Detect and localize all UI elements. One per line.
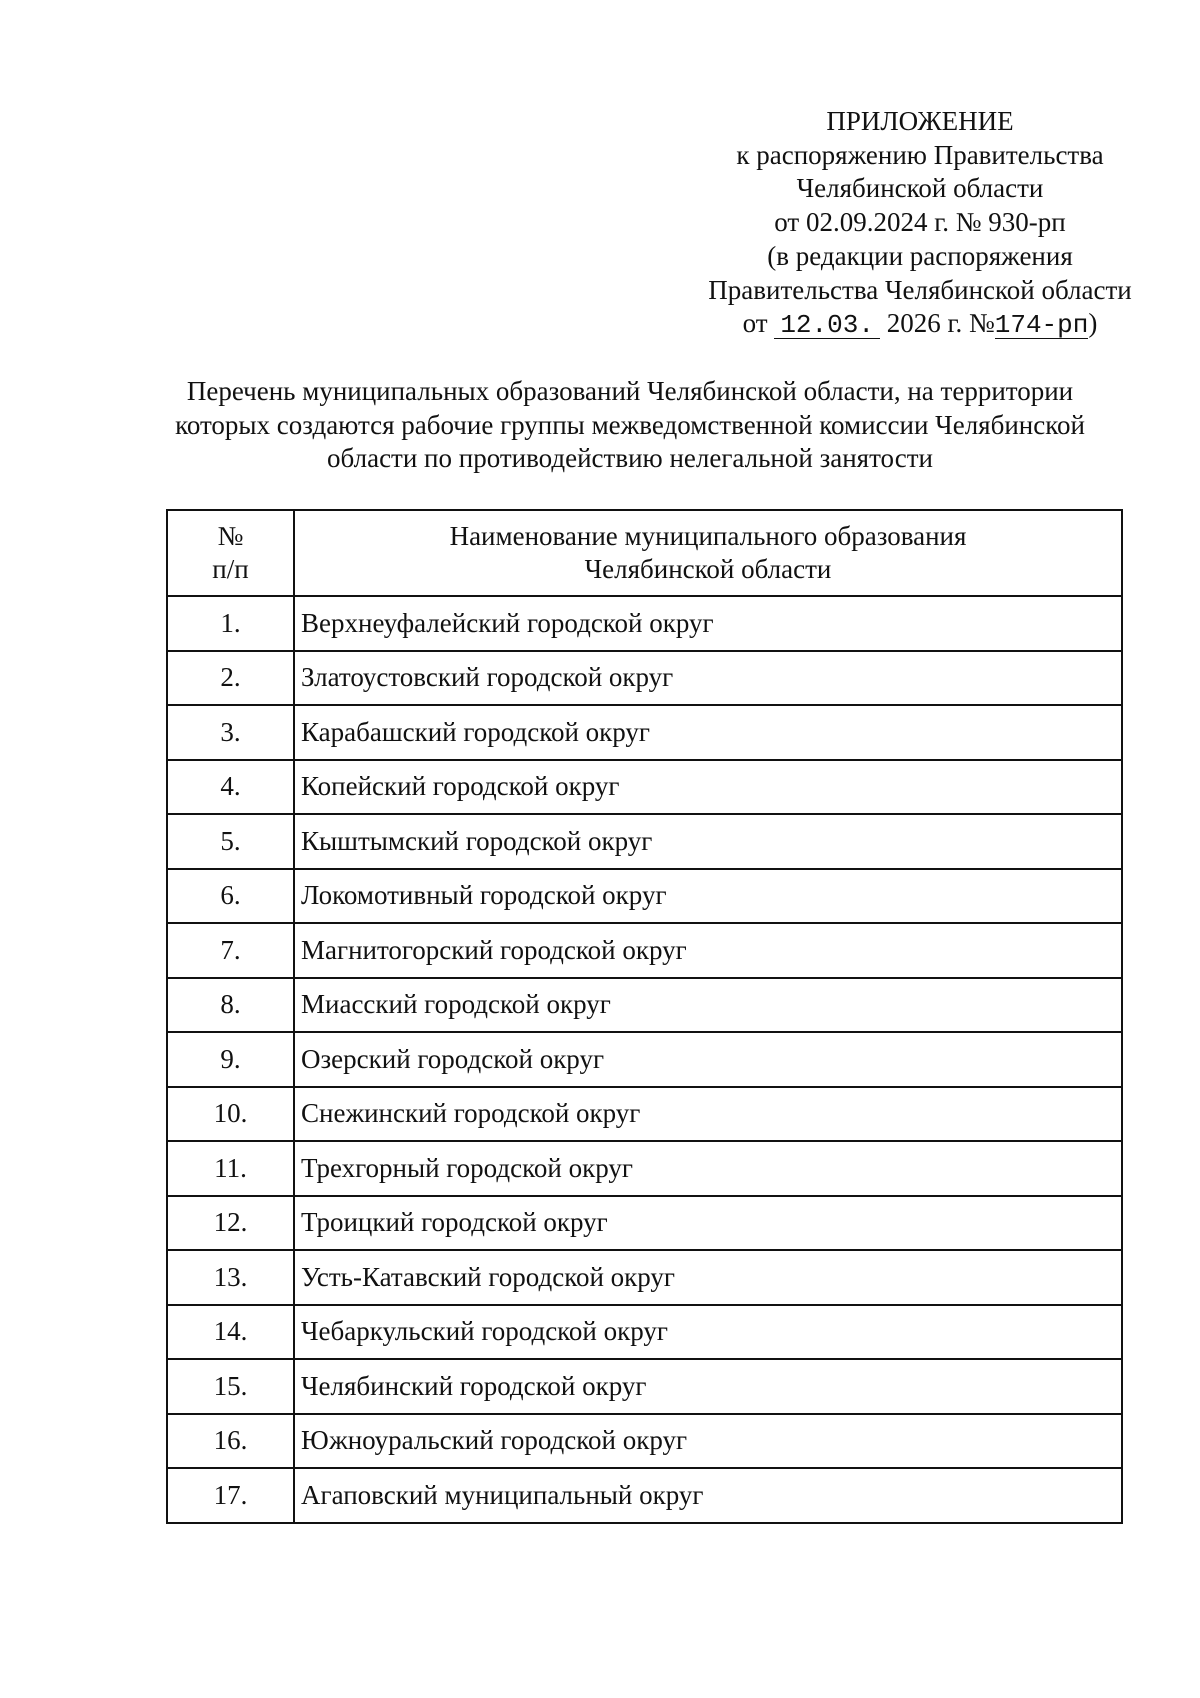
list-title-line-2: которых создаются рабочие группы межведомственной комиссии Челябинской [175,409,1085,440]
table-row [167,760,1122,815]
row-municipality-name: Снежинский городской округ [294,1087,1122,1142]
appendix-line-3: от 02.09.2024 г. № 930-рп [774,207,1066,238]
row-number: 17. [167,1468,294,1523]
table-row [167,978,1122,1033]
date-prefix: от [742,308,768,339]
row-municipality-name: Златоустовский городской округ [294,651,1122,706]
row-municipality-name: Усть-Катавский городской округ [294,1250,1122,1305]
table-row [167,1250,1122,1305]
row-number: 1. [167,596,294,651]
row-municipality-name: Чебаркульский городской округ [294,1305,1122,1360]
row-number: 5. [167,814,294,869]
row-municipality-name: Озерский городской округ [294,1032,1122,1087]
header-name [294,510,1122,596]
header-num-line-1: № [217,521,244,551]
row-number: 3. [167,705,294,760]
row-municipality-name: Магнитогорский городской округ [294,923,1122,978]
table-row [167,1087,1122,1142]
date-close: ) [1088,308,1098,339]
appendix-line-4: (в редакции распоряжения [767,240,1073,271]
row-municipality-name: Карабашский городской округ [294,705,1122,760]
list-title [130,375,1130,476]
appendix-title: ПРИЛОЖЕНИЕ [826,106,1014,136]
row-number: 2. [167,651,294,706]
row-number: 10. [167,1087,294,1142]
table-row [167,596,1122,651]
row-municipality-name: Копейский городской округ [294,760,1122,815]
row-municipality-name: Трехгорный городской округ [294,1141,1122,1196]
row-municipality-name: Агаповский муниципальный округ [294,1468,1122,1523]
row-municipality-name: Троицкий городской округ [294,1196,1122,1251]
header-name-line-2: Челябинской области [584,554,832,584]
header-num-line-2: п/п [212,554,249,584]
row-number: 6. [167,869,294,924]
appendix-date-line [655,307,1185,341]
row-number: 7. [167,923,294,978]
table-header-row [167,510,1122,596]
row-municipality-name: Южноуральский городской округ [294,1414,1122,1469]
row-municipality-name: Миасский городской округ [294,978,1122,1033]
table-row [167,1141,1122,1196]
table-row [167,1032,1122,1087]
row-number: 16. [167,1414,294,1469]
row-number: 11. [167,1141,294,1196]
row-number: 14. [167,1305,294,1360]
table-row [167,814,1122,869]
appendix-line-2: Челябинской области [796,173,1044,204]
table-row [167,651,1122,706]
table-row [167,1359,1122,1414]
date-year: 2026 г. № [886,308,995,339]
municipalities-table [166,509,1123,1524]
row-municipality-name: Челябинский городской округ [294,1359,1122,1414]
list-title-line-3: области по противодействию нелегальной занятости [327,443,933,473]
row-number: 9. [167,1032,294,1087]
table-row [167,869,1122,924]
row-number: 8. [167,978,294,1033]
number-filled: 174-рп [994,310,1089,341]
header-num [167,510,294,596]
appendix-line-5: Правительства Челябинской области [708,274,1132,305]
appendix-header [655,105,1185,341]
list-title-line-1: Перечень муниципальных образований Челябинской области, на территории [186,376,1074,406]
row-number: 12. [167,1196,294,1251]
row-municipality-name: Кыштымский городской округ [294,814,1122,869]
date-filled: 12.03. [774,312,880,339]
row-municipality-name: Верхнеуфалейский городской округ [294,596,1122,651]
table-row [167,1468,1122,1523]
header-name-line-1: Наименование муниципального образования [449,521,967,551]
row-number: 13. [167,1250,294,1305]
table-row [167,705,1122,760]
row-number: 4. [167,760,294,815]
table-row [167,1196,1122,1251]
table-row [167,1414,1122,1469]
table-row [167,1305,1122,1360]
table-row [167,923,1122,978]
row-number: 15. [167,1359,294,1414]
appendix-line-1: к распоряжению Правительства [736,139,1104,170]
row-municipality-name: Локомотивный городской округ [294,869,1122,924]
